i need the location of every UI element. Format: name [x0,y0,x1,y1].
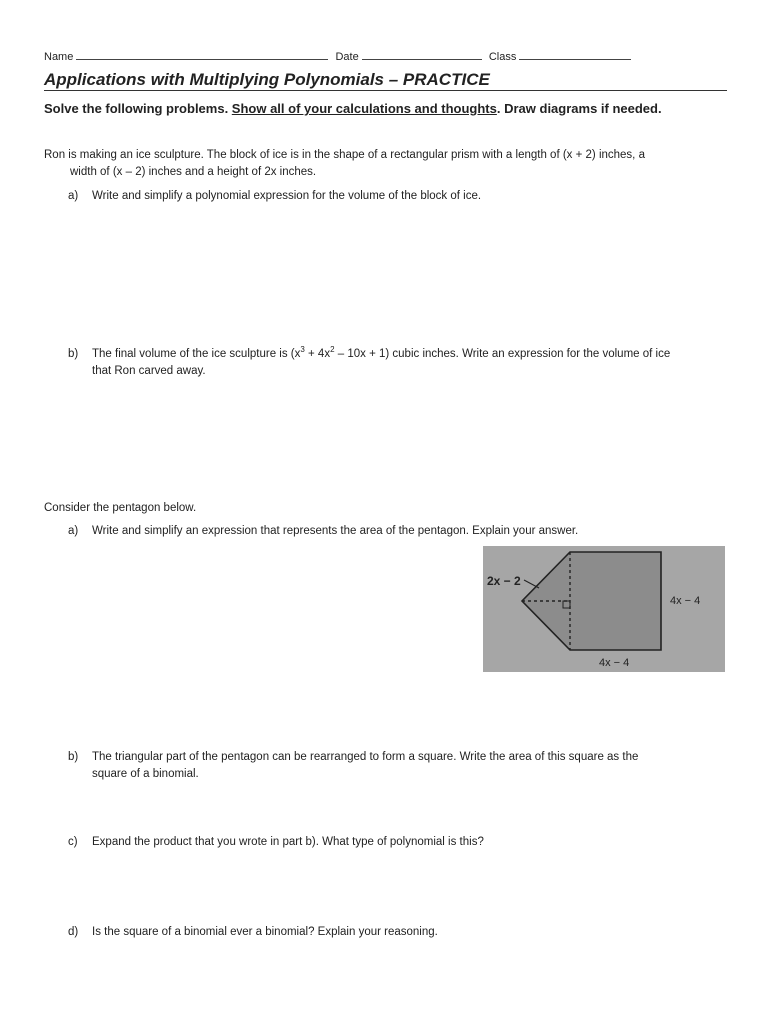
part-letter: d) [68,926,79,938]
problem2-intro: Consider the pentagon below. [44,502,197,514]
instructions-emphasis: Show all of your calculations and thoughts [231,101,497,116]
exponent: 3 [300,345,305,355]
side-length-label: 4x − 4 [670,595,701,607]
part-letter: b) [68,348,79,360]
instructions-part3: . Draw diagrams if needed. [496,101,662,116]
problem2-part-a [68,523,578,540]
question-text-mid: + 4x [304,348,331,360]
problem1-part-a [68,188,481,205]
part-letter: a) [68,190,79,202]
question-text-post: – 10x + 1) cubic inches. Write an expression for the volume of ice [334,348,671,360]
triangle-height-label: 2x − 2 [487,574,521,588]
exponent: 2 [330,345,335,355]
part-letter: c) [68,836,78,848]
instructions-part1: Solve the following problems. [44,101,232,116]
question-text: Expand the product that you wrote in part b). What type of polynomial is this? [92,836,484,848]
date-field[interactable] [362,49,482,60]
question-text: Is the square of a binomial ever a binomial? Explain your reasoning. [92,926,438,938]
pentagon-figure [483,546,725,672]
label-pointer [524,580,539,588]
class-field[interactable] [519,49,631,60]
name-label: Name [44,51,74,63]
part-letter: a) [68,525,79,537]
name-field[interactable] [76,49,328,60]
class-label: Class [488,51,517,63]
page-title: Applications with Multiplying Polynomials – PRACTICE [44,70,490,89]
problem1-statement [44,147,734,181]
instructions [44,101,662,116]
question-text: Write and simplify an expression that represents the area of the pentagon. Explain your answer. [92,525,579,537]
bottom-length-label: 4x − 4 [599,657,630,669]
problem1-part-b [68,346,670,380]
problem2-part-b [68,749,638,783]
question-text: Write and simplify a polynomial expression for the volume of the block of ice. [92,190,482,202]
problem2-part-c [68,834,484,851]
pentagon-diagram [483,546,725,672]
problem2-part-d [68,924,438,941]
question-text-line2: that Ron carved away. [92,365,206,377]
question-text-pre: The final volume of the ice sculpture is (x [92,348,301,360]
header-fields [44,49,631,63]
question-text: The triangular part of the pentagon can be rearranged to form a square. Write the area of this square as the [92,751,639,763]
title-divider [44,90,727,91]
question-text-line2: square of a binomial. [92,768,199,780]
part-letter: b) [68,751,79,763]
problem1-line1: Ron is making an ice sculpture. The block of ice is in the shape of a rectangular prism with a length of (x + 2) inches, a [44,149,645,161]
problem1-line2: width of (x – 2) inches and a height of 2x inches. [70,166,317,178]
date-label: Date [335,51,359,63]
